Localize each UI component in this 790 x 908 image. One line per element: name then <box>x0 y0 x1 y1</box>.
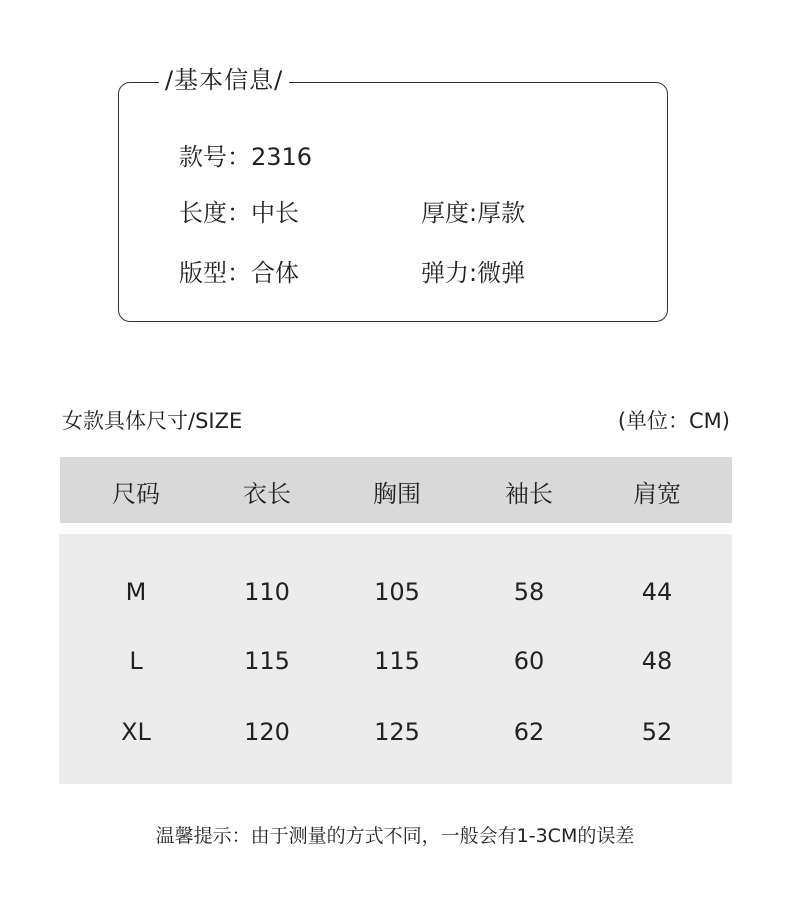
basic-info-title: /基本信息/ <box>159 63 289 97</box>
elasticity-value: 弹力:微弹 <box>421 259 526 287</box>
measurement-note: 温馨提示：由于测量的方式不同，一般会有1-3CM的误差 <box>155 825 635 847</box>
table-cell: 120 <box>244 718 290 746</box>
table-cell: 60 <box>513 647 545 675</box>
table-cell: 105 <box>374 578 420 606</box>
unit-label: (单位：CM) <box>617 409 730 433</box>
table-cell: 48 <box>641 647 673 675</box>
header-shoulder: 肩宽 <box>633 480 681 508</box>
table-cell: 110 <box>244 578 290 606</box>
header-size: 尺码 <box>112 480 160 508</box>
size-heading: 女款具体尺寸/SIZE <box>62 409 243 433</box>
table-cell: L <box>129 647 143 675</box>
table-cell: M <box>125 578 147 606</box>
table-cell: XL <box>121 718 151 746</box>
basic-info-box <box>118 66 668 322</box>
style-number: 款号：2316 <box>179 143 313 171</box>
header-length: 衣长 <box>243 480 291 508</box>
table-cell: 115 <box>244 647 290 675</box>
thickness-value: 厚度:厚款 <box>421 199 526 227</box>
header-sleeve: 袖长 <box>505 480 553 508</box>
fit-value: 版型：合体 <box>179 259 299 287</box>
table-cell: 125 <box>374 718 420 746</box>
header-bust: 胸围 <box>373 480 421 508</box>
table-cell: 62 <box>513 718 545 746</box>
table-cell: 52 <box>641 718 673 746</box>
table-cell: 44 <box>641 578 673 606</box>
table-cell: 115 <box>374 647 420 675</box>
length-value: 长度：中长 <box>179 199 299 227</box>
table-cell: 58 <box>513 578 545 606</box>
